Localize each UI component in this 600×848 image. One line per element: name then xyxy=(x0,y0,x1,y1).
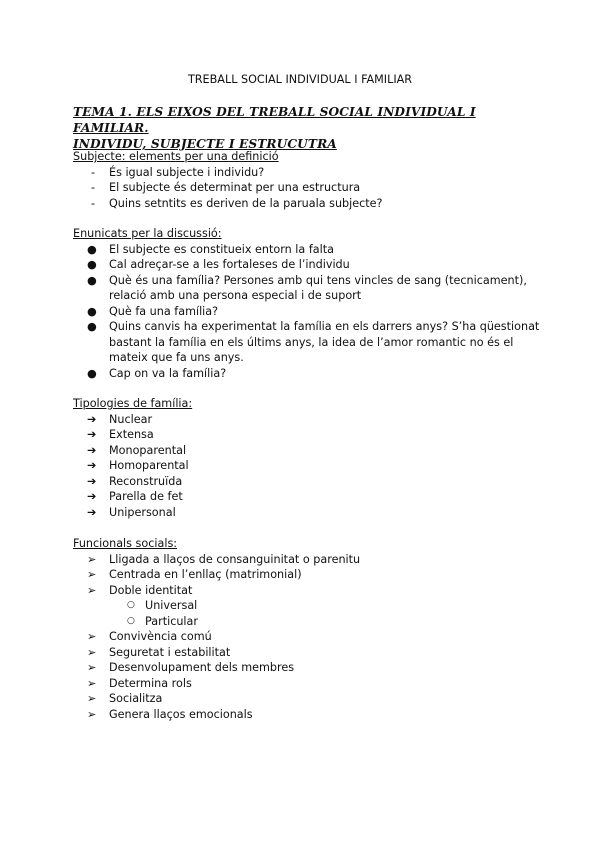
dot-bullet: ● xyxy=(87,273,97,287)
list-item: ● Què fa una família? xyxy=(87,304,219,318)
list-item: ➔ Homoparental xyxy=(87,459,189,472)
arrowhead-bullet-icon: ➢ xyxy=(87,583,97,597)
arrowhead-list xyxy=(73,552,543,723)
arrow-bullet-icon: ➔ xyxy=(87,474,97,488)
list-item: ➔ Extensa xyxy=(87,428,154,441)
dot-bullet: ● xyxy=(87,366,97,380)
section-enunicats xyxy=(73,226,543,381)
arrow-bullet-icon: ➔ xyxy=(87,505,97,519)
section-tipologies xyxy=(73,396,543,520)
list-item: ● Què és una família? Persones amb qui tens vincles de sang (tecnicament), relació amb una persona especial i de suport xyxy=(87,273,527,302)
arrowhead-bullet-icon: ➢ xyxy=(87,692,97,705)
arrowhead-bullet-icon: ➢ xyxy=(87,568,97,581)
dash-bullet: - xyxy=(91,165,96,179)
dash-bullet: - xyxy=(91,196,96,210)
arrowhead-bullet-icon: ➢ xyxy=(87,645,97,659)
sub-list-item: ○ Particular xyxy=(127,614,198,628)
arrowhead-bullet-icon: ➢ xyxy=(87,661,97,674)
section-funcionals xyxy=(73,536,543,722)
list-item: - És igual subjecte i individu? xyxy=(91,165,265,179)
dot-bullet: ● xyxy=(87,242,97,256)
list-item: ➢ Genera llaços emocionals xyxy=(87,707,253,721)
arrow-bullet-icon: ➔ xyxy=(87,443,97,457)
arrow-bullet-icon: ➔ xyxy=(87,459,97,472)
arrowhead-bullet-icon: ➢ xyxy=(87,676,97,690)
list-item: ➔ Reconstruïda xyxy=(87,474,183,488)
arrowhead-bullet-icon: ➢ xyxy=(87,630,97,643)
list-item: ➢ Lligada a llaços de consanguinitat o parenitu xyxy=(87,552,361,566)
circle-bullet-icon: ○ xyxy=(127,600,135,610)
list-item: ➢ Convivència comú xyxy=(87,630,212,643)
section-title: Funcionals socials: xyxy=(73,537,178,550)
dash-bullet: - xyxy=(91,181,96,194)
section-title: Enunicats per la discussió: xyxy=(73,227,222,240)
dash-list xyxy=(73,165,543,212)
dot-bullet: ● xyxy=(87,258,97,271)
arrowhead-bullet-icon: ➢ xyxy=(87,707,97,721)
bullet-list xyxy=(73,242,543,382)
section-title: Tipologies de família: xyxy=(73,397,193,410)
arrow-list xyxy=(73,412,543,521)
sub-list-item: ○ Universal xyxy=(127,599,198,612)
arrowhead-bullet-icon: ➢ xyxy=(87,552,97,566)
topic-heading-line-1: TEMA 1. ELS EIXOS DEL TREBALL SOCIAL INDIVIDUAL I FAMILIAR. xyxy=(73,105,476,135)
list-item: ● Quins canvis ha experimentat la família en els darrers anys? S’ha qüestionat bastant la família en els últims anys, la idea de l’amor romantic no és el mateix que fa uns anys. xyxy=(87,320,540,364)
list-item: ➢ Determina rols xyxy=(87,676,192,690)
list-item: - Quins setntits es deriven de la paruala subjecte? xyxy=(91,196,383,210)
list-item: ➢ Seguretat i estabilitat xyxy=(87,645,231,659)
arrow-bullet-icon: ➔ xyxy=(87,428,97,441)
list-item: ➔ Nuclear xyxy=(87,412,153,426)
list-item: - El subjecte és determinat per una estructura xyxy=(91,181,361,194)
document-title: TREBALL SOCIAL INDIVIDUAL I FAMILIAR xyxy=(187,73,413,86)
list-item: ➢ Socialitza xyxy=(87,692,163,705)
arrow-bullet-icon: ➔ xyxy=(87,490,97,503)
topic-heading-line-2: INDIVIDU, SUBJECTE I ESTRUCUTRA xyxy=(73,137,337,151)
topic-heading xyxy=(73,104,543,152)
section-title: Subjecte: elements per una definició xyxy=(73,150,279,163)
dot-bullet: ● xyxy=(87,304,97,318)
arrow-bullet-icon: ➔ xyxy=(87,412,97,426)
list-item: ➢ Centrada en l’enllaç (matrimonial) xyxy=(87,568,302,581)
list-item: ➔ Parella de fet xyxy=(87,490,183,503)
circle-bullet-icon: ○ xyxy=(127,615,135,626)
list-item: ● Cal adreçar-se a les fortaleses de l’individu xyxy=(87,258,350,271)
list-item: ➔ Monoparental xyxy=(87,443,187,457)
list-item: ● El subjecte es constitueix entorn la falta xyxy=(87,242,334,256)
section-subjecte xyxy=(73,149,543,211)
list-item: ➢ Desenvolupament dels membres xyxy=(87,661,295,674)
list-item: ● Cap on va la família? xyxy=(87,366,227,380)
dot-bullet: ● xyxy=(87,320,97,333)
list-item: ➔ Unipersonal xyxy=(87,505,176,519)
list-item: ➢ Doble identitat xyxy=(87,583,193,597)
